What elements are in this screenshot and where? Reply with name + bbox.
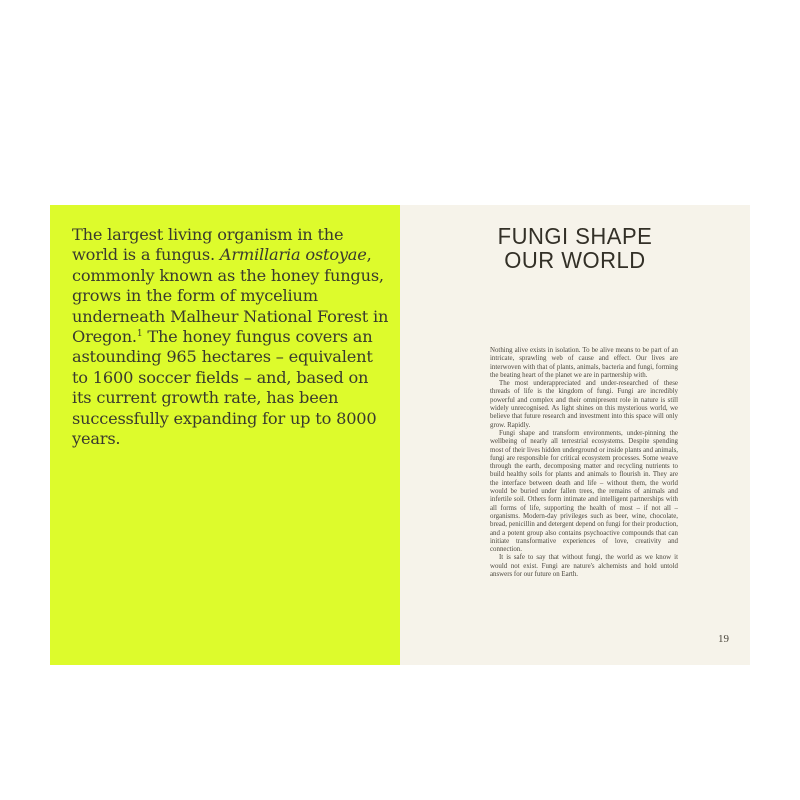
heading-line-2: OUR WORLD — [504, 246, 646, 274]
quote-text-1: The largest living organism in the world is a fungus. — [72, 225, 344, 265]
pull-quote — [72, 225, 392, 449]
species-name: Armillaria ostoyae — [219, 245, 367, 265]
body-text — [490, 347, 678, 579]
footnote-marker: 1 — [136, 329, 143, 340]
left-page — [50, 205, 400, 665]
paragraph: The most underappreciated and under-researched of these threads of life is the kingdom of fungi. Fungi are incredibly powerful and complex and their omnipresent role in nature is still widely unrecognised. As light shines on this mysterious world, we believe that future research and investment into this space will only grow. Rapidly. — [490, 380, 678, 429]
heading-line-1: FUNGI SHAPE — [497, 222, 653, 250]
paragraph: Fungi shape and transform environments, under-pinning the wellbeing of nearly all terrestrial ecosystems. Despite spending most of their lives hidden underground or inside plants and animals, fungi are responsible for critical ecosystem processes. Some weave through the earth, decomposing matter and recycling nutrients to build healthy soils for plants and animals to flourish in. They are the interface between death and life – without them, the world would be buried under fallen trees, the remains of animals and infertile soil. Others form intimate and intelligent partnerships with all forms of life, supporting the health of most – if not all – organisms. Modern-day privileges such as beer, wine, chocolate, bread, penicillin and detergent depend on fungi for their production, and a potent group also contains psychoactive compounds that can initiate transformative experiences of love, creativity and connection. — [490, 429, 678, 554]
paragraph: It is safe to say that without fungi, the world as we know it would not exist. Fungi are nature's alchemists and hold untold answers for our future on Earth. — [490, 554, 678, 579]
book-spread — [50, 205, 750, 665]
quote-text-2: , commonly known as the honey fungus, grows in the form of mycelium underneath Malheur National Forest in Oregon. — [72, 245, 389, 347]
page-number: 19 — [718, 633, 729, 645]
right-page — [400, 205, 750, 665]
quote-text-3: The honey fungus covers an astounding 965 hectares – equivalent to 1600 soccer fields – and, based on its current growth rate, has been successfully expanding for up to 8000 years. — [72, 327, 377, 449]
chapter-heading — [400, 224, 750, 272]
paragraph: Nothing alive exists in isolation. To be alive means to be part of an intricate, sprawling web of cause and effect. Our lives are interwoven with that of plants, animals, bacteria and fungi, forming the beating heart of the planet we are in partnership with. — [490, 347, 678, 379]
